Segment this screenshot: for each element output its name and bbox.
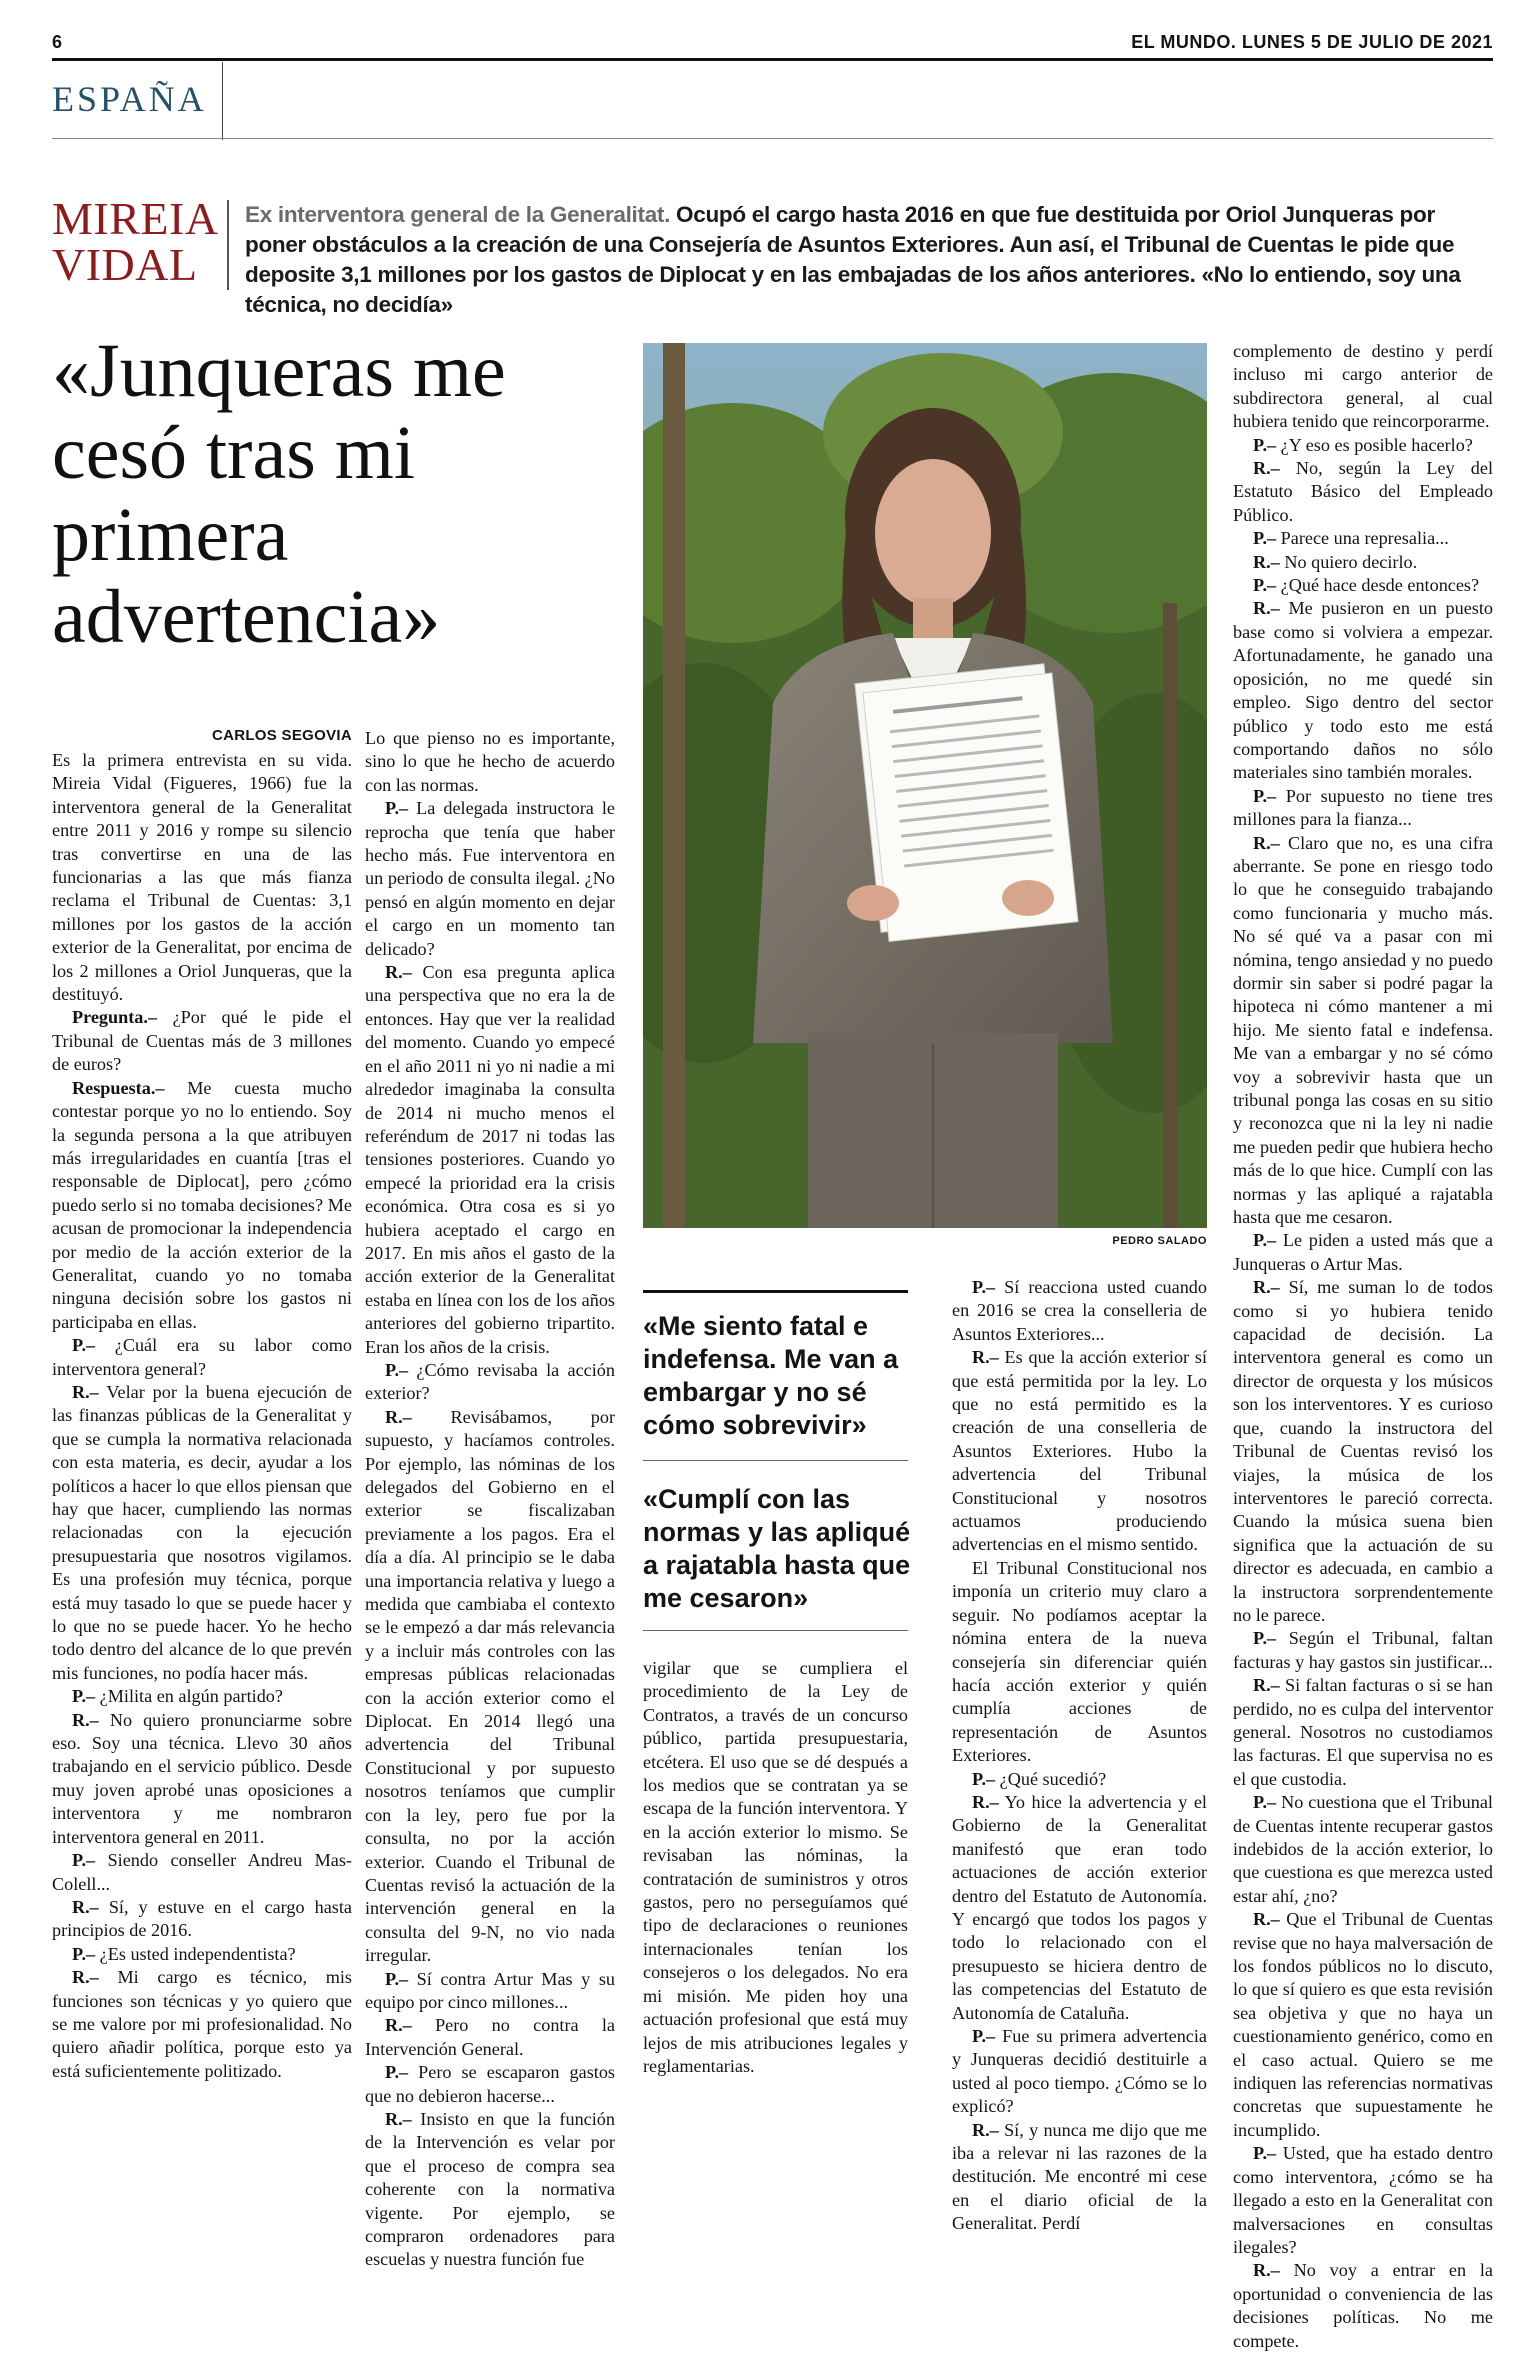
paragraph-text: Sí, y estuve en el cargo hasta principios de 2016. [52,1896,352,1941]
speaker-label: R.– [385,2108,412,2129]
speaker-label: P.– [1253,1230,1277,1251]
paragraph-text: Pero no contra la Intervención General. [365,2015,615,2059]
paragraph-text: No cuestiona que el Tribunal de Cuentas intente recuperar gastos indebidos de la acción exterior, lo que cuestiona es que merezca usted estar ahí, ¿no? [1233,1792,1493,1906]
paragraph [52,1896,352,1943]
speaker-label: R.– [72,1709,99,1730]
paragraph [52,1685,352,1708]
speaker-label: R.– [72,1381,99,1402]
pull-quote-top-rule [643,1290,908,1293]
paragraph [52,1381,352,1685]
paragraph [52,1077,352,1334]
speaker-label: R.– [72,1896,99,1917]
speaker-label: P.– [385,798,409,819]
paragraph-text: Insisto en que la función de la Intervención es velar por que el proceso de compra sea coherente con la normativa vigente. Por ejemplo, se compraron ordenadores para escuelas y nuestra función fue [365,2108,615,2270]
paragraph [1233,2142,1493,2259]
section-label: ESPAÑA [52,79,207,119]
speaker-label: P.– [1253,575,1277,596]
paragraph [365,2108,615,2272]
paragraph [643,1657,908,2078]
paragraph-text: Revisábamos, por supuesto, y hacíamos controles. Por ejemplo, las nóminas de los delegados del Gobierno en el exterior se fiscalizaban previamente a los pagos. Era el día a día. Al principio se le daba una importancia relativa y luego a medida que cambiaba el contexto se le empezó a dar más relevancia y a incluir más controles con las empresas públicas relacionadas con la acción exterior como el Diplocat. En 2014 llegó una advertencia del Tribunal Constitucional y por supuesto nosotros teníamos que cumplir con la ley, pero fue por la consulta, no por la acción exterior. Cuando el Tribunal de Cuentas revisó la actuación de la intervención general en la consulta del 9-N, no vio nada irregular. [365,1406,615,1966]
paragraph-text: Me cuesta mucho contestar porque yo no lo entiendo. Soy la segunda persona a la que atribuyen más irregularidades en cuantía [tras el responsable de Diplocat], pero ¿cómo puedo serlo si no tomaba decisiones? Me acusan de promocionar la independencia por medio de la acción exterior de la Generalitat, cuando yo no tomaba ninguna decisión sobre los gastos ni participaba en ellas. [52,1077,352,1332]
paragraph-text: No voy a entrar en la oportunidad o conveniencia de las decisiones políticas. No me compete. [1233,2260,1493,2351]
speaker-label: P.– [1253,2143,1277,2164]
speaker-label: R.– [1253,2260,1280,2281]
paragraph-text: Siendo conseller Andreu Mas-Colell... [52,1850,352,1894]
speaker-label: P.– [72,1686,96,1707]
paragraph-text: Si faltan facturas o si se han perdido, no es culpa del interventor general. Nosotros no custodiamos las facturas. El que supervisa no es el que custodia. [1233,1675,1493,1789]
speaker-label: P.– [1253,1628,1277,1649]
section-divider [222,62,223,140]
paragraph-text: complemento de destino y perdí incluso mi cargo anterior de subdirectora general, al cual hubiera tenido que reincorporarme. [1233,341,1493,432]
paragraph [365,727,615,797]
paragraph-text: Claro que no, es una cifra aberrante. Se pone en riesgo todo lo que he conseguido trabajando como funcionaria y mucho más. No sé qué va a pasar con mi nómina, tengo ansiedad y no puedo dormir sin saber si podré pagar la hipoteca ni cómo mantener a mi hijo. Me siento fatal e indefensa. Me van a embargar y no sé cómo voy a sobrevivir hasta que un tribunal ponga las cosas en su sitio y reconozca que ni la ley ni nadie me pueden pedir que hubiera hecho más de lo que hice. Cumplí con las normas y las apliqué a rajatabla hasta que me cesaron. [1233,832,1493,1228]
paragraph-text: Parece una represalia... [1276,528,1449,549]
headline: «Junqueras me cesó tras mi primera advertencia» [52,329,506,659]
name-divider [227,200,229,290]
pull-quote-divider [643,1460,908,1461]
speaker-label: Pregunta.– [72,1007,158,1028]
section-rule [52,138,1493,139]
paragraph-text: Sí reacciona usted cuando en 2016 se crea la conselleria de Asuntos Exteriores... [952,1277,1207,1344]
speaker-label: R.– [1253,598,1280,619]
paragraph-text: Velar por la buena ejecución de las finanzas públicas de la Generalitat y que se cumpla la normativa relacionada con esta materia, es decir, ayudar a los políticos a hacer lo que ellos piensan que hay que hacer, cumpliendo las normas relacionadas con la ejecución presupuestaria que nosotros vigilamos. Es una profesión muy técnica, porque está muy tasado lo que se puede hacer y lo que no se puede hacer. Yo he hecho todo dentro del alcance de lo que prevén mis funciones, no podía hacer más. [52,1381,352,1683]
column-5 [1233,340,1493,2353]
speaker-label: R.– [1253,832,1280,853]
intro-lead: Ex interventora general de la Generalitat. [245,202,671,227]
paragraph-text: Es la primera entrevista en su vida. Mireia Vidal (Figueres, 1966) fue la interventora general de la Generalitat entre 2011 y 2016 y rompe su silencio tras convertirse en una de las funcionarias a las que más fianza reclama el Tribunal de Cuentas: 3,1 millones por los gastos de la acción exterior de la Generalitat, por encima de los 2 millones a Oriol Junqueras, que la destituyó. [52,750,352,1005]
paragraph-text: ¿Es usted independentista? [95,1943,296,1964]
paragraph [952,2119,1207,2236]
paragraph-text: No quiero decirlo. [1279,551,1418,572]
paragraph-text: Que el Tribunal de Cuentas revise que no haya malversación de los fondos públicos no lo discuto, lo que sí quiero es que esta revisión sea objetiva y que no haya un cuestionamiento genérico, como en el caso actual. Quiero se me indiquen las referencias normativas concretas que supuestamente he incumplido. [1233,1909,1493,2140]
paragraph [1233,832,1493,1230]
paragraph-text: Pero se escaparon gastos que no debieron hacerse... [365,2062,615,2106]
paragraph [1233,574,1493,597]
paragraph [52,1849,352,1896]
speaker-label: R.– [385,962,412,983]
header-rule [52,58,1493,61]
paragraph-text: Yo hice la advertencia y el Gobierno de la Generalitat manifestó que eran todo actuaciones de acción exterior dentro del Estatuto de Autonomía. Y encargó que todos los pagos y todo lo relacionado con el presupuesto se hiciera dentro de las competencias del Estatuto de Autonomía de Cataluña. [952,1791,1207,2023]
paragraph-text: vigilar que se cumpliera el procedimiento de la Ley de Contratos, a través de un concurso público, partida presupuestaria, etcétera. El uso que se dé después a los medios que se contratan ya se escapa de la función interventora. Y en la acción exterior lo mismo. Se revisaban las nóminas, la contratación de suministros y otros gastos, pero no perseguíamos qué tipo de declaraciones o reuniones internacionales tenían los consejeros o los delegados. No era mi misión. Me piden hoy una actuación profesional que está muy lejos de mis atribuciones legales y reglamentarias. [643,1658,908,2076]
paragraph [365,1968,615,2015]
paragraph-text: ¿Cómo revisaba la acción exterior? [365,1359,615,1404]
paragraph [52,749,352,1006]
speaker-label: R.– [1253,458,1280,479]
paragraph-text: ¿Y eso es posible hacerlo? [1276,434,1473,455]
paragraph-text: Mi cargo es técnico, mis funciones son técnicas y yo quiero que se me valore por mi profesionalidad. No quiero añadir política, porque esto ya está suficientemente politizado. [52,1967,352,2081]
paragraph [1233,1674,1493,1791]
paragraph-text: Sí, y nunca me dijo que me iba a relevar ni las razones de la destitución. Me encontré mi cese en el diario oficial de la Generalitat. Perdí [952,2119,1207,2234]
interviewee-name [52,193,219,290]
intro-text: Ocupó el cargo hasta 2016 en que fue destituida por Oriol Junqueras por poner obstáculos a la creación de una Consejería de Asuntos Exteriores. Aun así, el Tribunal de Cuentas le pide que deposite 3,1 millones por los gastos de Diplocat y en las embajadas de los años anteriores. «No lo entiendo, soy una técnica, no decidía» [245,202,1461,317]
paragraph-text: Lo que pienso no es importante, sino lo que he hecho de acuerdo con las normas. [365,728,615,795]
paragraph-text: Sí contra Artur Mas y su equipo por cinco millones... [365,1968,615,2012]
paragraph [52,1943,352,1966]
speaker-label: P.– [385,2062,409,2083]
paragraph-text: Me pusieron en un puesto base como si volviera a empezar. Afortunadamente, he ganado una oposición, no me quedé sin empleo. Sigo dentro del sector público y todo esto me está comportando daños no sólo materiales sino también morales. [1233,598,1493,783]
speaker-label: P.– [72,1850,96,1871]
paragraph [1233,1791,1493,1908]
paragraph-text: No quiero pronunciarme sobre eso. Soy una técnica. Llevo 30 años trabajando en el servicio público. Desde muy joven aprobé unas oposiciones a interventora y me nombraron interventora general en 2011. [52,1709,352,1847]
publication-date: EL MUNDO. LUNES 5 DE JULIO DE 2021 [1131,32,1493,52]
speaker-label: R.– [972,1347,999,1368]
name-last: VIDAL [52,239,198,290]
column-2 [365,727,615,2272]
paragraph-text: ¿Cuál era su labor como interventora general? [52,1335,352,1379]
speaker-label: P.– [1253,1792,1277,1813]
paragraph-text: El Tribunal Constitucional nos imponía un criterio muy claro a seguir. No podíamos aceptar la nómina entera de la nueva consejería sin diferenciar quién hacía acción exterior y quién cumplía acciones de representación de Asuntos Exteriores. [952,1557,1207,1766]
paragraph [952,1791,1207,2025]
speaker-label: R.– [972,2119,999,2140]
paragraph [1233,1229,1493,1276]
speaker-label: R.– [1253,1909,1280,1930]
column-3 [643,1657,908,2078]
paragraph-text: Es que la acción exterior sí que está permitida por la ley. Lo que no está permitido es la creación de una conselleria de Asuntos Exteriores. Hubo la advertencia del Tribunal Constitucional y nosotros actuamos produciendo advertencias en el mismo sentido. [952,1347,1207,1555]
paragraph-text: Sí, me suman lo de todos como si yo hubiera tenido capacidad de decisión. La interventora general es como un director de orquesta y los músicos son los interventores. Y es curioso que, cuando la instructora del Tribunal de Cuentas revisó los viajes, la música de los interventores le pareció correcta. Cuando la música suena bien significa que la actuación de su director es adecuada, en cambio a la instructora sorprendentemente no le parece. [1233,1277,1493,1625]
paragraph [1233,434,1493,457]
paragraph [1233,597,1493,784]
paragraph-text: La delegada instructora le reprocha que tenía que haber hecho más. Fue interventora en un periodo de consulta ilegal. ¿No pensó en algún momento en dejar el cargo en un momento tan delicado? [365,798,615,959]
paragraph-text: ¿Por qué le pide el Tribunal de Cuentas más de 3 millones de euros? [52,1007,352,1075]
paragraph [365,2061,615,2108]
paragraph [1233,551,1493,574]
speaker-label: P.– [972,2026,996,2046]
paragraph [52,1006,352,1076]
paragraph [365,2014,615,2061]
speaker-label: R.– [385,1406,412,1427]
paragraph-text: Con esa pregunta aplica una perspectiva que no era la de entonces. Hay que ver la realidad del momento. Cuando yo empecé en el año 2011 ni yo ni nadie a mi alrededor imaginaba la consulta de 2014 ni mucho menos el referéndum de 2017 ni todas las tensiones posteriores. Cuando yo empecé la prioridad era la crisis económica. Otra cosa es si yo hubiera aceptado el cargo en 2017. En mis años el gasto de la acción exterior de la Generalitat estaba en línea con los de los años anteriores del gobierno tripartito. Eran los años de la crisis. [365,962,615,1357]
speaker-label: P.– [72,1335,96,1356]
speaker-label: R.– [1253,1277,1280,1298]
paragraph [1233,457,1493,527]
paragraph [52,1334,352,1381]
paragraph [1233,527,1493,550]
page-number: 6 [52,32,63,52]
portrait-photo [643,343,1207,1228]
column-4 [952,1276,1207,2236]
paragraph [365,1406,615,1968]
paragraph [1233,1276,1493,1627]
speaker-label: R.– [972,1791,999,1812]
paragraph-text: Le piden a usted más que a Junqueras o Artur Mas. [1233,1230,1493,1274]
speaker-label: P.– [72,1943,96,1964]
pull-quote-bottom-rule [643,1630,908,1631]
paragraph-text: Según el Tribunal, faltan facturas y hay gastos sin justificar... [1233,1628,1493,1672]
portrait-illustration [643,343,1207,1228]
speaker-label: R.– [1253,1675,1280,1696]
name-first: MIREIA [52,193,219,244]
paragraph-text: Por supuesto no tiene tres millones para la fianza... [1233,785,1493,830]
paragraph [1233,785,1493,832]
paragraph [365,961,615,1359]
speaker-label: R.– [385,2015,412,2036]
speaker-label: R.– [1253,551,1280,572]
speaker-label: Respuesta.– [72,1077,165,1098]
paragraph [52,1709,352,1849]
column-1 [52,749,352,2083]
paragraph [52,1966,352,2083]
paragraph [1233,2259,1493,2353]
pull-quote-1: «Me siento fatal e indefensa. Me van a embargar y no sé cómo sobrevivir» [643,1311,899,1440]
speaker-label: P.– [385,1359,409,1380]
speaker-label: R.– [72,1967,99,1988]
paragraph [952,1557,1207,1768]
photo-credit: PEDRO SALADO [1112,1235,1207,1247]
speaker-label: P.– [1253,528,1277,549]
paragraph-text: ¿Qué sucedió? [995,1768,1107,1789]
paragraph [952,1768,1207,1791]
paragraph [1233,1627,1493,1674]
speaker-label: P.– [972,1768,996,1789]
paragraph [952,1276,1207,1346]
byline: CARLOS SEGOVIA [211,727,352,744]
speaker-label: P.– [1253,434,1277,455]
paragraph [1233,340,1493,434]
speaker-label: P.– [972,1277,996,1297]
intro-deck [245,200,1497,320]
paragraph-text: ¿Milita en algún partido? [95,1686,283,1707]
paragraph [365,797,615,961]
paragraph-text: Usted, que ha estado dentro como interventora, ¿cómo se ha llegado a esto en la Generalitat con malversaciones en consultas ilegales? [1233,2143,1493,2257]
speaker-label: P.– [385,1968,409,1989]
paragraph [365,1359,615,1406]
paragraph [952,2025,1207,2119]
speaker-label: P.– [1253,785,1277,806]
paragraph [952,1346,1207,1557]
pull-quote-2: «Cumplí con las normas y las apliqué a rajatabla hasta que me cesaron» [643,1484,911,1613]
paragraph-text: No, según la Ley del Estatuto Básico del Empleado Público. [1233,458,1493,525]
paragraph-text: ¿Qué hace desde entonces? [1276,575,1480,596]
paragraph-text: Fue su primera advertencia y Junqueras decidió destituirle a usted al poco tiempo. ¿Cómo se lo explicó? [952,2026,1207,2117]
paragraph [1233,1908,1493,2142]
